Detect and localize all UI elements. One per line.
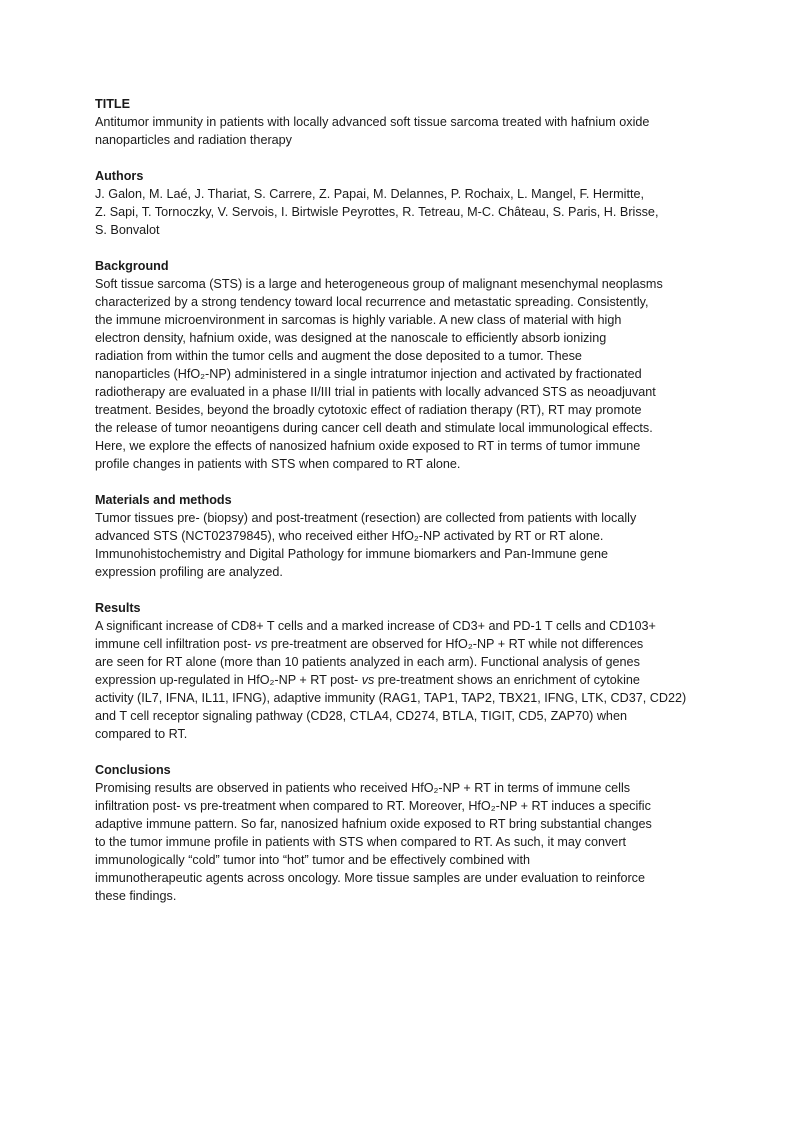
title-line: nanoparticles and radiation therapy	[95, 132, 293, 147]
conclusions-line: these findings.	[95, 888, 177, 903]
results-section	[95, 599, 715, 743]
results-text: immune cell infiltration post-	[95, 636, 255, 651]
results-text: pre-treatment are observed for HfO₂-NP + RT while not differences	[267, 636, 644, 651]
conclusions-line: infiltration post- vs pre-treatment when compared to RT. Moreover, HfO₂-NP + RT induces a specific	[95, 798, 651, 813]
background-heading: Background	[95, 258, 169, 273]
background-line: the release of tumor neoantigens during cancer cell death and stimulate local immunological effects.	[95, 420, 653, 435]
title-section	[95, 95, 715, 149]
background-line: characterized by a strong tendency toward local recurrence and metastatic spreading. Consistently,	[95, 294, 649, 309]
conclusions-section	[95, 761, 715, 905]
spacer	[95, 239, 715, 257]
background-line: nanoparticles (HfO₂-NP) administered in a single intratumor injection and activated by fractionated	[95, 366, 642, 381]
conclusions-heading: Conclusions	[95, 762, 171, 777]
results-heading: Results	[95, 600, 141, 615]
results-line	[95, 635, 696, 653]
title-heading: TITLE	[95, 96, 131, 111]
methods-heading: Materials and methods	[95, 492, 232, 507]
spacer	[95, 743, 715, 761]
spacer	[95, 149, 715, 167]
background-section	[95, 257, 715, 473]
background-line: treatment. Besides, beyond the broadly cytotoxic effect of radiation therapy (RT), RT may promote	[95, 402, 642, 417]
conclusions-line: adaptive immune pattern. So far, nanosized hafnium oxide exposed to RT bring substantial changes	[95, 816, 652, 831]
background-line: radiation from within the tumor cells and augment the dose deposited to a tumor. These	[95, 348, 582, 363]
methods-line: Tumor tissues pre- (biopsy) and post-treatment (resection) are collected from patients with locally	[95, 510, 637, 525]
background-line: the immune microenvironment in sarcomas is highly variable. A new class of material with high	[95, 312, 622, 327]
conclusions-line: immunotherapeutic agents across oncology. More tissue samples are under evaluation to reinforce	[95, 870, 646, 885]
authors-line: J. Galon, M. Laé, J. Thariat, S. Carrere, Z. Papai, M. Delannes, P. Rochaix, L. Mangel, F. Hermitte,	[95, 186, 645, 201]
spacer	[95, 581, 715, 599]
background-line: profile changes in patients with STS when compared to RT alone.	[95, 456, 461, 471]
conclusions-line: immunologically “cold” tumor into “hot” tumor and be effectively combined with	[95, 852, 531, 867]
results-text: expression up-regulated in HfO₂-NP + RT post-	[95, 672, 362, 687]
background-line: radiotherapy are evaluated in a phase II/III trial in patients with locally advanced STS as neoadjuvant	[95, 384, 656, 399]
results-line: and T cell receptor signaling pathway (CD28, CTLA4, CD274, BTLA, TIGIT, CD5, ZAP70) when	[95, 708, 627, 723]
conclusions-line: Promising results are observed in patients who received HfO₂-NP + RT in terms of immune cells	[95, 780, 631, 795]
results-italic-vs: vs	[361, 672, 375, 687]
background-line: electron density, hafnium oxide, was designed at the nanoscale to efficiently absorb ionizing	[95, 330, 607, 345]
methods-section	[95, 491, 715, 581]
conclusions-line: to the tumor immune profile in patients with STS when compared to RT. As such, it may convert	[95, 834, 627, 849]
spacer	[95, 473, 715, 491]
methods-line: expression profiling are analyzed.	[95, 564, 283, 579]
results-line: activity (IL7, IFNA, IL11, IFNG), adaptive immunity (RAG1, TAP1, TAP2, TBX21, IFNG, LTK, CD37, CD22)	[95, 690, 687, 705]
results-line: are seen for RT alone (more than 10 patients analyzed in each arm). Functional analysis of genes	[95, 654, 640, 669]
background-line: Soft tissue sarcoma (STS) is a large and heterogeneous group of malignant mesenchymal neoplasms	[95, 276, 663, 291]
abstract-document	[95, 95, 715, 905]
authors-line: S. Bonvalot	[95, 222, 160, 237]
methods-line: Immunohistochemistry and Digital Pathology for immune biomarkers and Pan-Immune gene	[95, 546, 609, 561]
authors-line: Z. Sapi, T. Tornoczky, V. Servois, I. Birtwisle Peyrottes, R. Tetreau, M-C. Château, S. Paris, H. Brisse,	[95, 204, 659, 219]
results-line: compared to RT.	[95, 726, 188, 741]
background-line: Here, we explore the effects of nanosized hafnium oxide exposed to RT in terms of tumor immune	[95, 438, 641, 453]
results-text: pre-treatment shows an enrichment of cytokine	[374, 672, 640, 687]
results-italic-vs: vs	[254, 636, 268, 651]
authors-section	[95, 167, 715, 239]
title-line: Antitumor immunity in patients with locally advanced soft tissue sarcoma treated with hafnium oxide	[95, 114, 650, 129]
results-line: A significant increase of CD8+ T cells and a marked increase of CD3+ and PD-1 T cells and CD103+	[95, 618, 656, 633]
authors-heading: Authors	[95, 168, 144, 183]
results-line	[95, 671, 696, 689]
methods-line: advanced STS (NCT02379845), who received either HfO₂-NP activated by RT or RT alone.	[95, 528, 604, 543]
